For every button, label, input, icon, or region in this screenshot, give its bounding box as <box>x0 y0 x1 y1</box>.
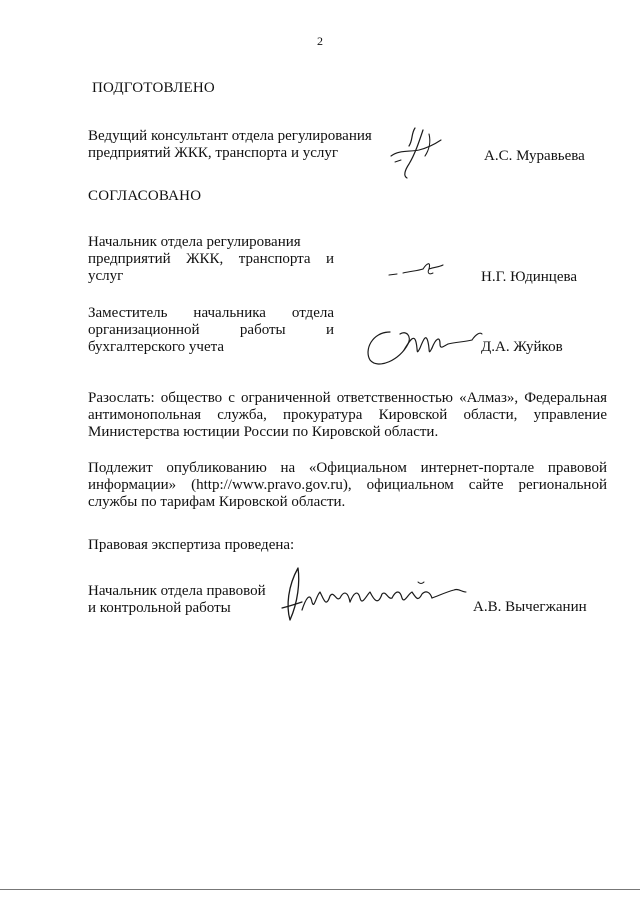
signature-zhuykov <box>360 320 485 372</box>
legal-review-name: А.В. Вычегжанин <box>473 599 587 615</box>
agreed-signer-1-name: Н.Г. Юдинцева <box>481 269 578 285</box>
agreed-signer-2-position <box>88 305 334 356</box>
agreed-heading: СОГЛАСОВАНО <box>88 188 202 204</box>
signature-yudintseva <box>383 255 453 285</box>
signature-vychegzhanin <box>268 562 473 630</box>
prepared-name: А.С. Муравьева <box>484 148 585 164</box>
agreed-signer-1-position-line-1: Начальник отдела регулирования <box>88 234 301 250</box>
agreed-signer-1-position-line-3: услуг <box>88 268 124 284</box>
agreed-signer-2-position-line-2: организационной работы и <box>88 322 334 338</box>
agreed-signer-1-position-line-2: предприятий ЖКК, транспорта и <box>88 251 334 267</box>
legal-review-position <box>88 583 288 617</box>
legal-review-position-line-2: и контрольной работы <box>88 600 231 616</box>
legal-review-position-line-1: Начальник отдела правовой <box>88 583 266 599</box>
signature-muravyeva <box>385 120 455 182</box>
prepared-position-line-2: предприятий ЖКК, транспорта и услуг <box>88 145 339 161</box>
agreed-signer-2-name: Д.А. Жуйков <box>481 339 563 355</box>
prepared-position <box>88 128 388 162</box>
agreed-signer-1-position <box>88 234 334 285</box>
publication-paragraph: Подлежит опубликованию на «Официальном интернет-портале правовой информации» (http://www.pravo.gov.ru), официальном сайте региональной службы по тарифам Кировской области. <box>88 460 607 510</box>
prepared-position-line-1: Ведущий консультант отдела регулирования <box>88 128 372 144</box>
agreed-signer-2-position-line-1: Заместитель начальника отдела <box>88 305 334 321</box>
legal-review-statement: Правовая экспертиза проведена: <box>88 537 295 553</box>
page-number: 2 <box>317 34 323 48</box>
prepared-heading: ПОДГОТОВЛЕНО <box>92 80 215 96</box>
scan-edge-line <box>0 889 640 890</box>
distribution-paragraph: Разослать: общество с ограниченной ответственностью «Алмаз», Федеральная антимонопольная служба, прокуратура Кировской области, управление Министерства юстиции России по Кировской области. <box>88 390 607 440</box>
agreed-signer-2-position-line-3: бухгалтерского учета <box>88 339 225 355</box>
